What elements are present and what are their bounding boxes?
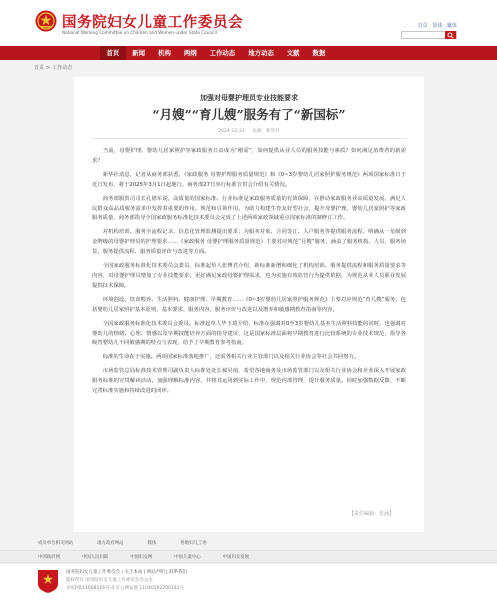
friendly-links-bar [0, 550, 497, 563]
article-meta [74, 128, 424, 134]
breadcrumb-section[interactable]: 工作动态 [52, 65, 73, 71]
site-title[interactable]: 国务院妇女儿童工作委员会 [62, 14, 244, 31]
title-divider [92, 138, 406, 139]
top-link-traditional[interactable]: 繁体 [446, 23, 457, 29]
article-paragraph: 标准的生命在于实施。两项国家标准落地推广，还需各相关行业主管部门以及相关行业协会等社会共同努力。 [102, 354, 360, 361]
article-source: 来源：新华社 [252, 129, 280, 134]
article-title: “月嫂”“育儿嫂”服务有了“新国标” [152, 107, 346, 122]
footer-icp: 京ICP备11008116号-4 京公网安备 11040102700141号 [66, 586, 185, 591]
link-women-net[interactable]: 中国妇女网 [130, 555, 153, 560]
article-paragraph: 当前，母婴护理、婴幼儿居家照护等家政服务日益成为“刚需”，如何提供从业人员的服务技能与素质？如何满足消费者的新需求？ [92, 148, 406, 164]
nav-item-data[interactable]: 数据 [312, 49, 326, 57]
breadcrumb-home[interactable]: 首页 [34, 65, 45, 71]
nav-item-outlines[interactable]: 两纲 [183, 49, 197, 57]
link-children-center[interactable]: 中国儿童中心 [174, 555, 201, 560]
main-nav [0, 46, 497, 60]
related-member-sites[interactable]: 成员单位相关网站 [38, 541, 74, 546]
party-emblem-icon [36, 568, 60, 594]
related-local-committees[interactable]: 各地妇儿工委 [180, 541, 207, 546]
link-women-development[interactable]: 中国妇女发展 [222, 555, 250, 560]
site-header [0, 0, 497, 46]
article-paragraph: 市场监管总局标准技术管理司副负责人标准处处长郝昊南，希望各地商务及市场监管部门以及相关行业协会和企业深入开展家政服务标准的宣贯解读活动，加强理解标准内容，并将其运用到实际工作中，规范内部管理，提升服务质量。同时加强数据反馈，不断完善标准实施和持续改进的闭环。 [92, 368, 406, 395]
article-date: 2024-12-31 [218, 129, 245, 134]
site-subtitle: National Working Committee on Children and Women under State Council [62, 30, 217, 35]
article-paragraph: 对机构培训、服务全流程记录、信息化管理监测提出要求；为服务对象、合同签订、入户服务等提供服务流程，明确从一星级到金牌级的母婴护理员的护理要求……《家政服务 母婴护理服务质量规范》主要对应规范“月嫂”服务，涵盖了服务机构、人员、服务场景、服务提供流程、服务质量评价与改进等方面。 [92, 229, 406, 256]
article-editor: 【责任编辑：张涵】 [348, 511, 394, 517]
breadcrumb [34, 64, 72, 71]
link-gov[interactable]: 中国政府网 [38, 555, 60, 560]
article-panel [74, 77, 424, 532]
article-paragraph: 商务部服贸司司长孔德军说，高质量的国家标准、行业标准是家政服务质量的有效保障，在推动家政服务业高质量发展、满足人民群众高品质服务需求中发挥着重要的作用。规范和引领作用。为助力构建生育友好型社会，提升母婴护理、婴幼儿居家照护等家政服务质量，商务部指导全国家政服务标准化技术委员会完成了上述两项家政领域重点国家标准的制修订工作。 [92, 195, 406, 222]
nav-item-work-updates[interactable]: 工作动态 [209, 49, 236, 57]
article-body [92, 147, 406, 401]
breadcrumb-separator: > [46, 65, 51, 71]
top-link-simplified[interactable]: 简体 [432, 23, 443, 29]
site-footer [0, 564, 497, 600]
article-kicker: 加强对母婴护理员专业技能要求 [200, 94, 298, 102]
nav-item-home[interactable]: 首页 [100, 46, 126, 60]
article-paragraph: 新华社消息，记者从商务部获悉，《家政服务 母婴护理服务质量规范》和《0~3岁婴幼儿居家照护服务规范》两项国家标准日于近日发布，将于2025年3月1日起施行。商务部27日举行标准宣贯会介绍有关情况。 [92, 171, 406, 188]
article-paragraph: 全国家政服务标准化技术委员会委员、标准起草人毕玉琦介绍，标准在强调对0至3岁婴幼儿基本生活照料技能的同时，也强调对婴幼儿的情绪、心理、情感以及早期技能培养方面的指导建议，这是国家标准层面将早期教育进行比较系统的专业技术规范，指导各级育婴幼儿不同敏感期的特点与表现，给予了早期教育参考指南。 [92, 320, 406, 347]
nav-item-organization[interactable]: 机构 [158, 49, 171, 57]
search-icon[interactable] [445, 31, 456, 39]
article-paragraph: 环境创设、饮食喂养、生活照料、健康护理、早期教育……《0~3岁婴幼儿居家照护服务规范》主要对应规范“育儿嫂”服务，包括婴幼儿居家照护基本原则、基本要求、服务内容、服务评价与改进以及增养和敏感期教育指南等内容。 [92, 296, 406, 313]
top-link-home[interactable]: 首页 [417, 23, 428, 29]
search-input[interactable] [401, 31, 457, 39]
national-emblem-icon[interactable] [35, 10, 57, 32]
nav-item-documents[interactable]: 文献 [286, 49, 300, 57]
related-media[interactable]: 媒体 [147, 541, 157, 546]
nav-item-local-updates[interactable]: 地方动态 [248, 49, 274, 57]
footer-links[interactable]: 国务院妇女儿童工作委员会 | 关于本站 | 网站声明 | 联系我们 [66, 570, 188, 575]
related-local-gov-sites[interactable]: 地方政府网站 [97, 541, 124, 546]
top-links [415, 22, 457, 29]
nav-item-news[interactable]: 新闻 [132, 49, 146, 57]
article-paragraph: 全国家政服务标准化技术委员会委员、标准起草人张博君介绍，新标准新增和细化了机构培训、服务提供流程和服务质量要求等内容，对母婴护理员增加了专业技能要求，更好满足家政母婴护理需求，也为实施有效监管行为提供依据，为规范从业人员职业发展提供技术保障。 [92, 263, 406, 289]
link-women-federation[interactable]: 中国人民妇联 [81, 555, 109, 560]
related-sites-bar [0, 537, 497, 550]
footer-copyright: 版权所有 国务院妇女儿童工作委员会办公室 [66, 578, 153, 583]
